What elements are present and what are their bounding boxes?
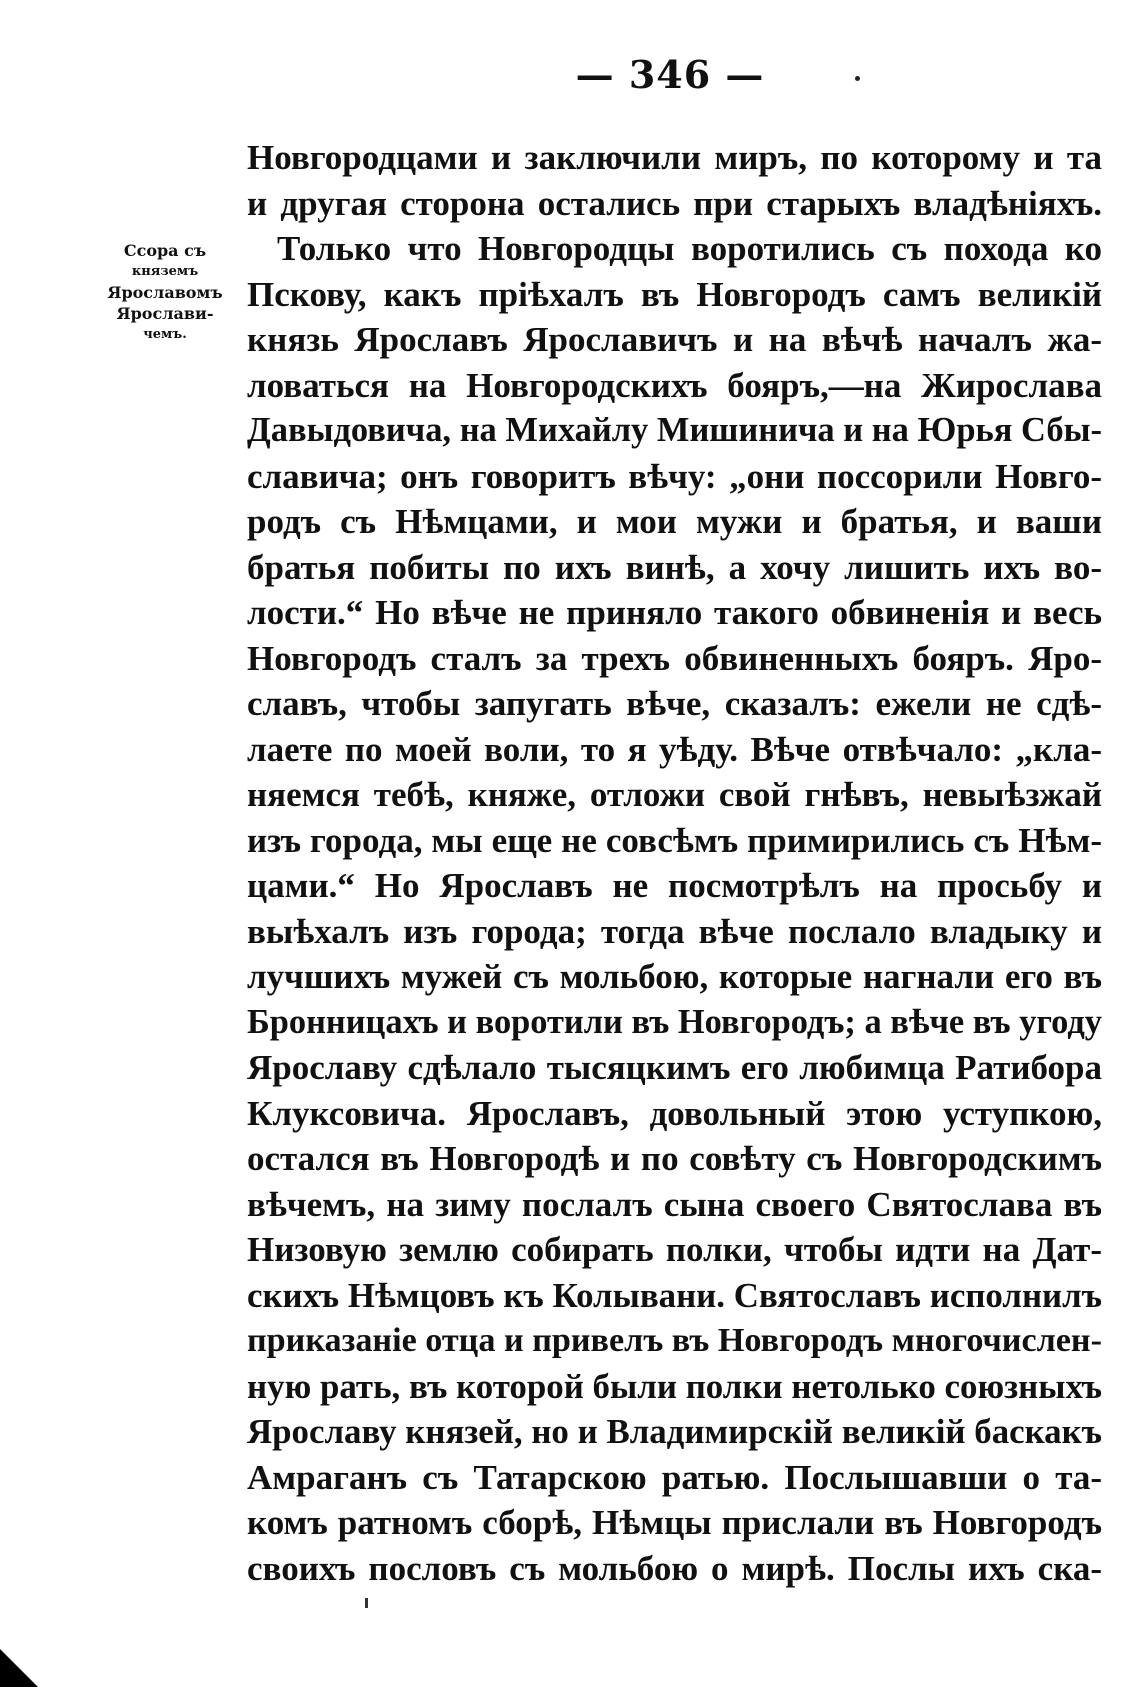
text-line: Давыдовича, на Михайлу Мишинича и на Юрья Сбы- xyxy=(247,411,1102,449)
text-line: вѣчемъ, на зиму послалъ сына своего Святослава въ xyxy=(247,1184,1102,1224)
margin-note xyxy=(90,240,240,345)
text-line: цами.“ Но Ярославъ не посмотрѣлъ на просьбу и xyxy=(247,866,1102,905)
text-line: славича; онъ говоритъ вѣчу: „они поссорили Новго- xyxy=(247,456,1102,496)
text-line: Низовую землю собирать полки, чтобы идти на Дат- xyxy=(247,1230,1102,1269)
text-line: выѣхалъ изъ города; тогда вѣче послало владыку и xyxy=(247,911,1102,951)
text-line: родъ съ Нѣмцами, и мои мужи и братья, и ваши xyxy=(247,502,1102,541)
margin-note-line: Ярославомъ xyxy=(107,283,223,302)
body-text xyxy=(247,135,1102,1591)
print-speck xyxy=(365,1598,368,1608)
text-line: Бронницахъ и воротили въ Новгородъ; а вѣче въ угоду xyxy=(247,1002,1102,1041)
text-line: славъ, чтобы запугать вѣче, сказалъ: ежели не сдѣ- xyxy=(247,684,1102,723)
text-line: остался въ Новгородѣ и по совѣту съ Новгородскимъ xyxy=(247,1139,1102,1178)
text-line: изъ города, мы еще не совсѣмъ примирились съ Нѣм- xyxy=(247,820,1102,860)
text-line: Только что Новгородцы воротились съ похода ко xyxy=(277,229,1102,268)
text-line: Клуксовича. Ярославъ, довольный этою уступкою, xyxy=(247,1093,1102,1133)
text-line: комъ ратномъ сборѣ, Нѣмцы прислали въ Новгородъ xyxy=(247,1503,1102,1542)
margin-note-line: княземъ xyxy=(131,264,199,279)
margin-note-line: чемъ. xyxy=(143,327,187,342)
text-line: ловаться на Новгородскихъ бояръ,—на Жирослава xyxy=(247,365,1102,405)
corner-triangle-icon xyxy=(0,1649,38,1687)
text-line: Новгородцами и заключили миръ, по которому и та xyxy=(247,138,1102,177)
text-line: Ярославу сдѣлало тысяцкимъ его любимца Ратибора xyxy=(247,1048,1102,1087)
margin-note-line: Ярослави- xyxy=(116,304,214,323)
margin-note-line: Ссора съ xyxy=(123,241,207,260)
text-line: лаете по моей воли, то я уѣду. Вѣче отвѣчало: „кла- xyxy=(247,729,1102,769)
page-number: — 346 — xyxy=(575,52,765,97)
text-line: Пскову, какъ пріѣхалъ въ Новгородъ самъ великій xyxy=(247,274,1102,314)
text-line: своихъ пословъ съ мольбою о мирѣ. Послы ихъ ска- xyxy=(247,1548,1102,1588)
text-line: приказаніе отца и привелъ въ Новгородъ многочислен- xyxy=(247,1322,1102,1359)
print-speck xyxy=(855,76,860,81)
text-line: братья побиты по ихъ винѣ, а хочу лишить ихъ во- xyxy=(247,547,1102,587)
text-line: лучшихъ мужей съ мольбою, которые нагнали его въ xyxy=(247,957,1102,996)
text-line: ную рать, въ которой были полки нетолько союзныхъ xyxy=(247,1366,1102,1406)
text-line: Амраганъ съ Татарскою ратью. Послышавши о та- xyxy=(247,1457,1102,1497)
text-line: Новгородъ сталъ за трехъ обвиненныхъ бояръ. Яро- xyxy=(247,638,1102,678)
text-line: няемся тебѣ, княже, отложи свой гнѣвъ, невыѣзжай xyxy=(247,775,1102,814)
text-line: Ярославу князей, но и Владимирскій великій баскакъ xyxy=(247,1412,1102,1451)
text-line: лости.“ Но вѣче не приняло такого обвиненія и весь xyxy=(247,593,1102,632)
text-line: князь Ярославъ Ярославичъ и на вѣчѣ началъ жа- xyxy=(247,320,1102,359)
text-line: скихъ Нѣмцовъ къ Колывани. Святославъ исполнилъ xyxy=(247,1275,1102,1315)
text-line: и другая сторона остались при старыхъ владѣніяхъ. xyxy=(247,183,1102,223)
